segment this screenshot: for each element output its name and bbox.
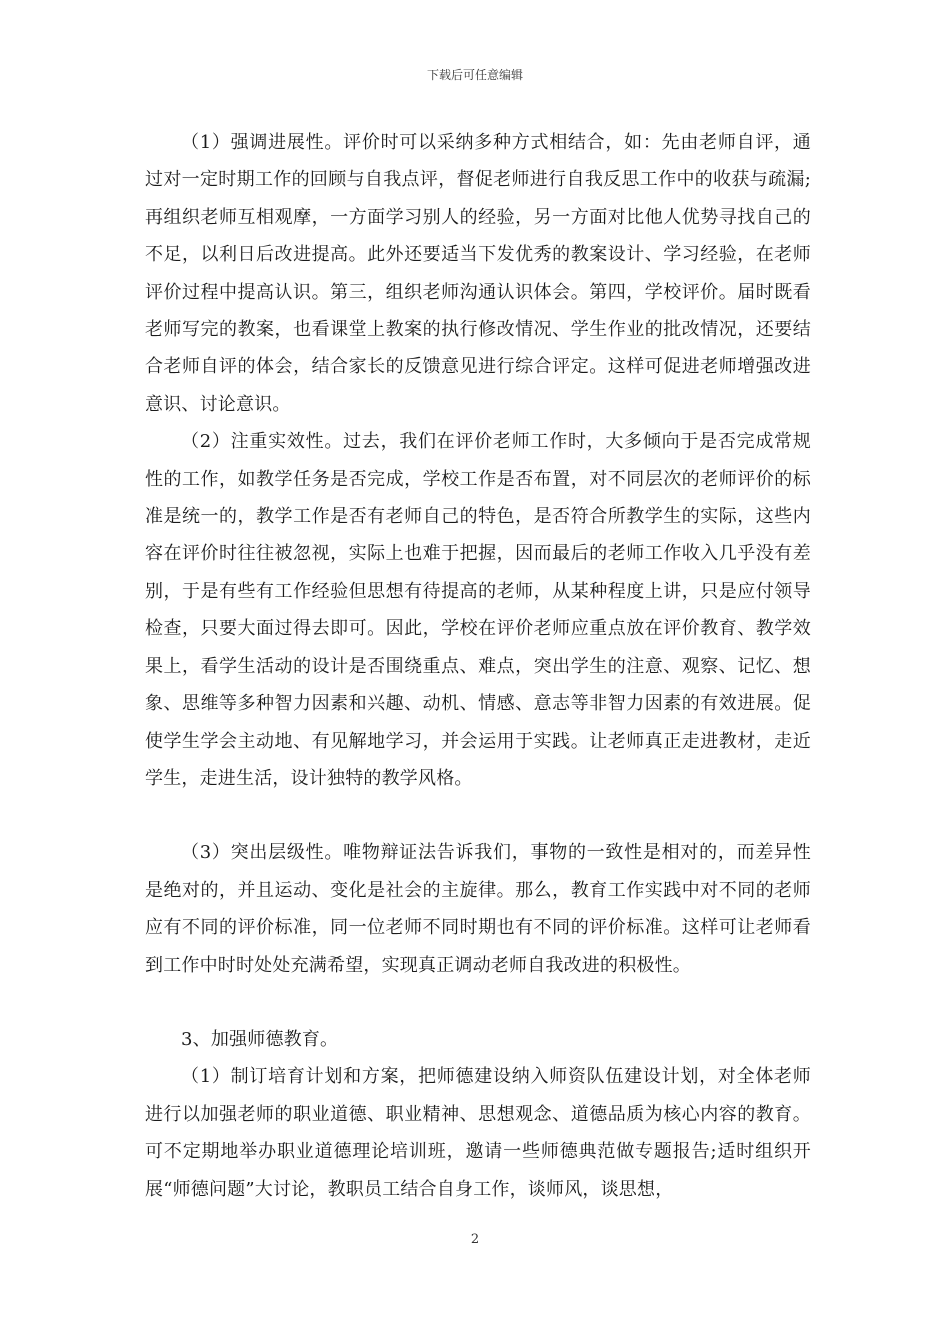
paragraph-training-plan: （1）制订培育计划和方案，把师德建设纳入师资队伍建设计划，对全体老师进行以加强老师的职业道德、职业精神、思想观念、道德品质为核心内容的教育。可不定期地举办职业道德理论培训班，邀请一些师德典范做专题报告;适时组织开展“师德问题”大讨论，教职员工结合自身工作，谈师风，谈思想， [145, 1066, 811, 1200]
paragraph-hierarchy: （3）突出层级性。唯物辩证法告诉我们，事物的一致性是相对的，而差异性是绝对的，并且运动、变化是社会的主旋律。那么，教育工作实践中对不同的老师应有不同的评价标准，同一位老师不同时期也有不同的评价标准。这样可让老师看到工作中时时处处充满希望，实现真正调动老师自我改进的积极性。 [145, 842, 811, 976]
paragraph-spacer [145, 984, 811, 1021]
paragraph-progressiveness: （1）强调进展性。评价时可以采纳多种方式相结合，如：先由老师自评，通过对一定时期工作的回顾与自我点评，督促老师进行自我反思工作中的收获与疏漏;再组织老师互相观摩，一方面学习别人的经验，另一方面对比他人优势寻找自己的不足，以利日后改进提高。此外还要适当下发优秀的教案设计、学习经验，在老师评价过程中提高认识。第三，组织老师沟通认识体会。第四，学校评价。届时既看老师写完的教案，也看课堂上教案的执行修改情况、学生作业的批改情况，还要结合老师自评的体会，结合家长的反馈意见进行综合评定。这样可促进老师增强改进意识、讨论意识。 [145, 132, 811, 415]
document-body [145, 124, 811, 1208]
paragraph-spacer [145, 797, 811, 834]
page-header: 下载后可任意编辑 [426, 68, 523, 82]
section-heading-ethics: 3、加强师德教育。 [181, 1028, 339, 1050]
page-number: 2 [470, 1232, 480, 1247]
paragraph-effectiveness: （2）注重实效性。过去，我们在评价老师工作时，大多倾向于是否完成常规性的工作，如教学任务是否完成，学校工作是否布置，对不同层次的老师评价的标准是统一的，教学工作是否有老师自己的特色，是否符合所教学生的实际，这些内容在评价时往往被忽视，实际上也难于把握，因而最后的老师工作收入几乎没有差别，于是有些有工作经验但思想有待提高的老师，从某种程度上讲，只是应付领导检查，只要大面过得去即可。因此，学校在评价老师应重点放在评价教育、教学效果上，看学生活动的设计是否围绕重点、难点，突出学生的注意、观察、记忆、想象、思维等多种智力因素和兴趣、动机、情感、意志等非智力因素的有效进展。促使学生学会主动地、有见解地学习，并会运用于实践。让老师真正走进教材，走近学生，走进生活，设计独特的教学风格。 [145, 431, 811, 789]
